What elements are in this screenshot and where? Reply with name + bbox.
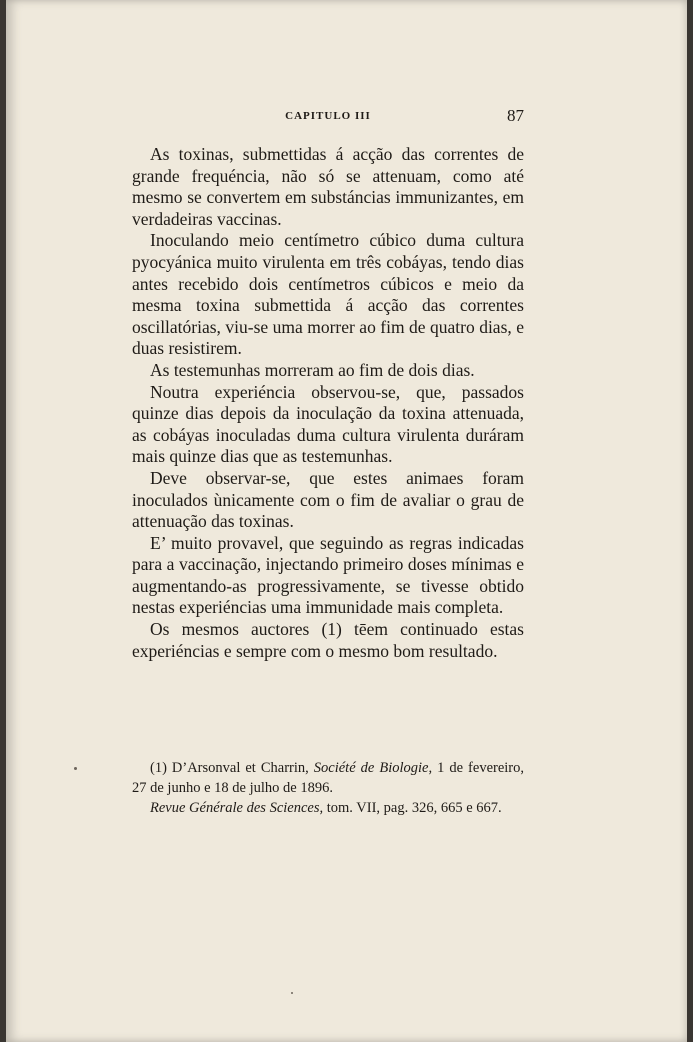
- paragraph: Deve observar-se, que estes animaes foram inoculados ùnicamente com o fim de avaliar o grau de attenuação das toxinas.: [132, 467, 524, 532]
- page-number: 87: [507, 106, 524, 125]
- body-text: [132, 144, 524, 662]
- paragraph: Noutra experiéncia observou-se, que, passados quinze dias depois da inoculação da toxina attenuada, as cobáyas inoculadas duma cultura virulenta duráram mais quinze dias que as testemunhas.: [132, 381, 524, 467]
- paragraph: As testemunhas morreram ao fim de dois dias.: [150, 359, 475, 380]
- footnote-2: [132, 798, 524, 818]
- paragraph: Os mesmos auctores (1) tēem continuado estas experiéncias e sempre com o mesmo bom resultado.: [132, 619, 524, 661]
- paragraph: Inoculando meio centímetro cúbico duma cultura pyocyánica muito virulenta em três cobáyas, tendo dias antes recebido dois centímetros cúbicos e meio da mesma toxina submettida á acção das correntes oscillatórias, viu-se uma morrer ao fim de quatro dias, e duas resistirem.: [132, 230, 524, 359]
- running-head: [132, 106, 524, 130]
- footnote-1: [132, 758, 524, 798]
- footnote-1-journal: Société de Biologie,: [313, 760, 433, 776]
- footnote-1-prefix: (1) D’Arsonval et Charrin,: [150, 760, 314, 776]
- footnotes: [132, 758, 524, 818]
- chapter-title: CAPITULO III: [285, 110, 371, 122]
- footnote-2-journal: Revue Générale des Sciences,: [150, 800, 324, 816]
- footnote-2-suffix: tom. VII, pag. 326, 665 e 667.: [323, 800, 502, 816]
- paper-speck: [74, 767, 77, 770]
- footnote-1-suffix: 1 de fevereiro, 27 de junho e 18 de julho de 1896.: [132, 760, 525, 796]
- book-page: [6, 0, 687, 1042]
- paper-speck: [291, 992, 293, 994]
- paragraph: As toxinas, submettidas á acção das correntes de grande frequéncia, não só se attenuam, como até mesmo se convertem em substáncias immunizantes, em verdadeiras vaccinas.: [132, 144, 524, 229]
- paragraph: E’ muito provavel, que seguindo as regras indicadas para a vaccinação, injectando primeiro doses mínimas e augmentando-as progressivamente, se tivesse obtido nestas experiéncias uma immunidade mais completa.: [132, 532, 524, 618]
